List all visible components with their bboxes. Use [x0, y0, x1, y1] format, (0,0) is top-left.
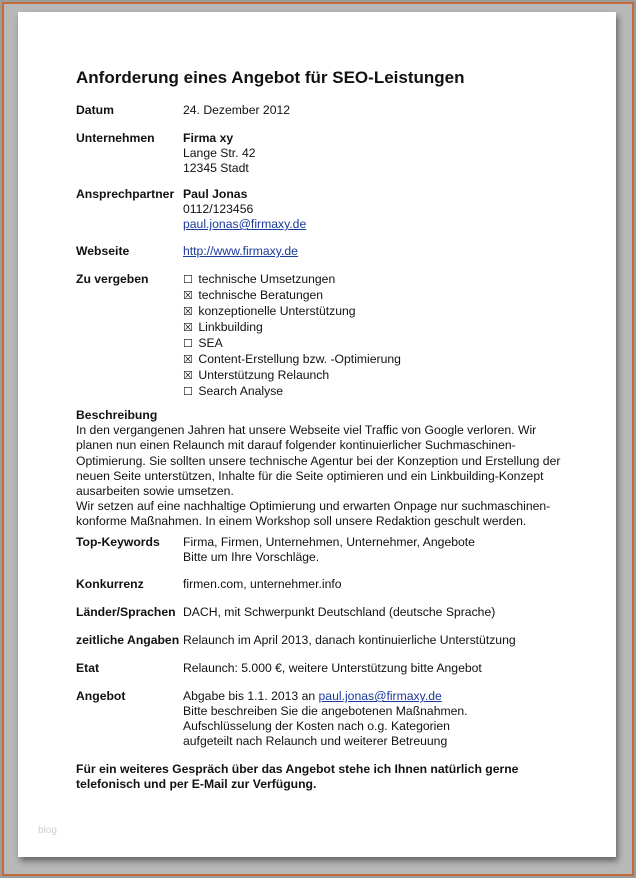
- checklist-item-label: Linkbuilding: [198, 320, 263, 334]
- angebot-label: Angebot: [76, 689, 126, 703]
- top-keywords-label: Top-Keywords: [76, 535, 160, 549]
- beschreibung-line: Optimierung. Sie sollten unsere technische Agentur bei der Konzeption und Erstellung der: [76, 453, 561, 468]
- beschreibung-line: neuen Seite unterstützen, Inhalte für die Seite optimieren und ein Linkbuilding-Konzept: [76, 468, 544, 483]
- checklist-item: [183, 368, 401, 384]
- checklist-item: [183, 336, 401, 352]
- checked-box-icon: ☒: [183, 306, 193, 318]
- unchecked-box-icon: ☐: [183, 274, 193, 286]
- konkurrenz-value: firmen.com, unternehmer.info: [183, 577, 342, 591]
- checklist-item-label: technische Beratungen: [198, 288, 324, 302]
- checked-box-icon: ☒: [183, 370, 193, 382]
- company-city: 12345 Stadt: [183, 161, 249, 175]
- laender-label: Länder/Sprachen: [76, 605, 176, 619]
- document-page: [18, 12, 616, 857]
- etat-label: Etat: [76, 661, 100, 675]
- beschreibung-section: [76, 408, 566, 530]
- ansprechpartner-label: Ansprechpartner: [76, 187, 175, 201]
- website-link[interactable]: http://www.firmaxy.de: [183, 244, 298, 258]
- checklist-item: [183, 384, 401, 400]
- beschreibung-label: Beschreibung: [76, 408, 158, 422]
- beschreibung-line: konforme Maßnahmen. In einem Workshop soll unsere Redaktion geschult werden.: [76, 514, 527, 529]
- beschreibung-line: In den vergangenen Jahren hat unsere Webseite viel Traffic von Google verloren. Wir: [76, 423, 537, 438]
- company-name: Firma xy: [183, 131, 234, 145]
- unternehmen-label: Unternehmen: [76, 131, 155, 145]
- unchecked-box-icon: ☐: [183, 338, 193, 350]
- etat-value: Relaunch: 5.000 €, weitere Unterstützung bitte Angebot: [183, 661, 482, 675]
- datum-value: 24. Dezember 2012: [183, 103, 291, 117]
- zeitliche-value: Relaunch im April 2013, danach kontinuierliche Unterstützung: [183, 633, 516, 647]
- zu-vergeben-label: Zu vergeben: [76, 272, 149, 286]
- checked-box-icon: ☒: [183, 354, 193, 366]
- checklist-item-label: konzeptionelle Unterstützung: [198, 304, 356, 318]
- top-keywords-note: Bitte um Ihre Vorschläge.: [183, 550, 320, 564]
- contact-email-link[interactable]: paul.jonas@firmaxy.de: [183, 217, 307, 231]
- checked-box-icon: ☒: [183, 290, 193, 302]
- checklist-item-label: technische Umsetzungen: [198, 272, 336, 286]
- service-checklist: [183, 272, 401, 400]
- top-keywords-list: Firma, Firmen, Unternehmen, Unternehmer, Angebote: [183, 535, 475, 549]
- checklist-item: [183, 288, 401, 304]
- checklist-item-label: SEA: [198, 336, 223, 350]
- beschreibung-line: ausarbeiten sowie umsetzen.: [76, 484, 234, 499]
- beschreibung-line: Wir setzen auf eine nachhaltige Optimierung und erwarten Onpage nur suchmaschinen-: [76, 499, 551, 514]
- webseite-label: Webseite: [76, 244, 130, 258]
- laender-value: DACH, mit Schwerpunkt Deutschland (deutsche Sprache): [183, 605, 496, 619]
- checklist-item: [183, 304, 401, 320]
- beschreibung-text: [76, 423, 566, 529]
- closing-statement: Für ein weiteres Gespräch über das Angebot stehe ich Ihnen natürlich gerne telefonisch und per E-Mail zur Verfügung.: [76, 762, 519, 791]
- checked-box-icon: ☒: [183, 322, 193, 334]
- blog-watermark: blog: [38, 825, 57, 836]
- zeitliche-label: zeitliche Angaben: [76, 633, 180, 647]
- contact-name: Paul Jonas: [183, 187, 248, 201]
- angebot-deadline: Abgabe bis 1.1. 2013 an: [183, 689, 316, 703]
- document-title: Anforderung eines Angebot für SEO-Leistungen: [76, 68, 465, 87]
- angebot-line2: Bitte beschreiben Sie die angebotenen Maßnahmen.: [183, 704, 468, 718]
- angebot-line4: aufgeteilt nach Relaunch und weiterer Betreuung: [183, 734, 448, 748]
- konkurrenz-label: Konkurrenz: [76, 577, 144, 591]
- beschreibung-line: planen nun einen Relaunch mit darauf folgender kontinuierlicher Suchmaschinen-: [76, 438, 516, 453]
- contact-phone: 0112/123456: [183, 202, 254, 216]
- datum-label: Datum: [76, 103, 114, 117]
- checklist-item: [183, 320, 401, 336]
- company-street: Lange Str. 42: [183, 146, 256, 160]
- checklist-item-label: Content-Erstellung bzw. -Optimierung: [198, 352, 401, 366]
- angebot-email-link[interactable]: paul.jonas@firmaxy.de: [318, 689, 442, 703]
- unchecked-box-icon: ☐: [183, 386, 193, 398]
- checklist-item: [183, 272, 401, 288]
- checklist-item: [183, 352, 401, 368]
- angebot-line3: Aufschlüsselung der Kosten nach o.g. Kategorien: [183, 719, 450, 733]
- checklist-item-label: Unterstützung Relaunch: [198, 368, 330, 382]
- checklist-item-label: Search Analyse: [198, 384, 284, 398]
